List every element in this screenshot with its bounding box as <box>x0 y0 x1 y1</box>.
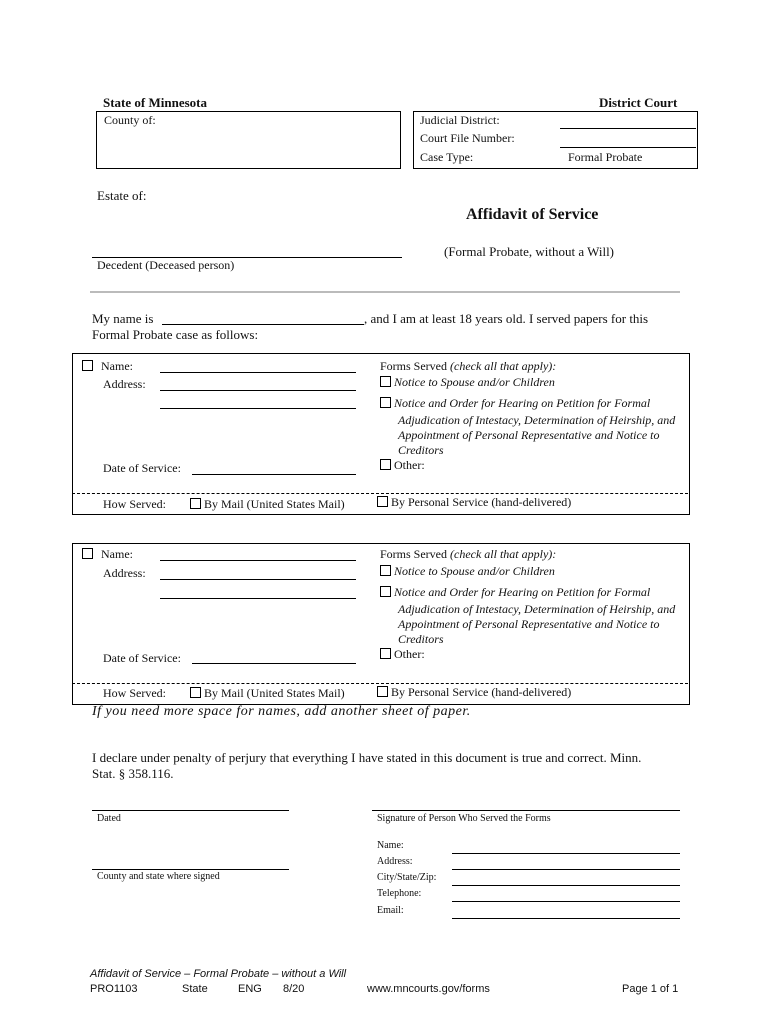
declaration-line2: Stat. § 358.116. <box>92 766 174 781</box>
service-1-address-field-1[interactable] <box>160 390 356 391</box>
service-2-option-notice-spouse[interactable] <box>380 564 555 579</box>
judicial-district-label: Judicial District: <box>420 113 500 127</box>
service-1-forms-hint: (check all that apply): <box>450 359 557 373</box>
service-1-by-personal-label: By Personal Service (hand-delivered) <box>391 495 572 509</box>
county-state-field[interactable] <box>92 869 289 870</box>
service-1-name-row <box>82 359 133 374</box>
estate-label: Estate of: <box>97 188 147 203</box>
service-2-forms-heading <box>380 547 556 562</box>
state-heading: State of Minnesota <box>103 95 207 110</box>
service-1-notice-spouse-label: Notice to Spouse and/or Children <box>394 375 555 389</box>
service-1-option-hearing[interactable] <box>380 396 650 411</box>
service-2-date-field[interactable] <box>192 663 356 664</box>
service-2-how-served-label: How Served: <box>103 686 166 700</box>
service-2-by-personal-option[interactable] <box>377 685 571 700</box>
service-2-separator <box>72 683 688 684</box>
service-2-select-checkbox[interactable] <box>82 548 93 559</box>
service-1-separator <box>72 493 688 494</box>
signer-telephone-label: Telephone: <box>377 888 422 899</box>
signer-name-label: Name: <box>377 840 404 851</box>
signer-email-field[interactable] <box>452 918 680 919</box>
service-1-option-other[interactable] <box>380 458 425 473</box>
service-2-hearing-label-l3: Appointment of Personal Representative and Notice to <box>398 617 660 631</box>
service-1-hearing-label-l2: Adjudication of Intestacy, Determination of Heirship, and <box>398 413 676 427</box>
service-2-by-mail-option[interactable] <box>190 686 345 701</box>
footer-lang: ENG <box>238 983 262 995</box>
service-1-notice-spouse-checkbox[interactable] <box>380 376 391 387</box>
service-2-address-label: Address: <box>103 566 146 580</box>
service-1-forms-label: Forms Served <box>380 359 447 373</box>
service-1-option-notice-spouse[interactable] <box>380 375 555 390</box>
declaration-line1: I declare under penalty of perjury that everything I have stated in this document is true and correct. Minn. <box>92 750 642 765</box>
service-2-hearing-label-l2: Adjudication of Intestacy, Determination of Heirship, and <box>398 602 676 616</box>
service-2-other-checkbox[interactable] <box>380 648 391 659</box>
service-1-name-field[interactable] <box>160 372 356 373</box>
service-1-date-label: Date of Service: <box>103 461 181 475</box>
service-1-forms-heading <box>380 359 556 374</box>
service-1-hearing-label-l1: Notice and Order for Hearing on Petition for Formal <box>394 396 651 410</box>
service-1-by-personal-option[interactable] <box>377 495 571 510</box>
dated-field[interactable] <box>92 810 289 811</box>
signature-field[interactable] <box>372 810 680 811</box>
service-2-notice-spouse-label: Notice to Spouse and/or Children <box>394 564 555 578</box>
signer-address-label: Address: <box>377 856 413 867</box>
signature-label: Signature of Person Who Served the Forms <box>377 813 551 824</box>
service-1-other-label: Other: <box>394 458 425 472</box>
service-1-hearing-label-l4: Creditors <box>398 443 444 457</box>
signer-city-label: City/State/Zip: <box>377 872 437 883</box>
service-2-by-mail-checkbox[interactable] <box>190 687 201 698</box>
service-1-date-field[interactable] <box>192 474 356 475</box>
signer-telephone-field[interactable] <box>452 901 680 902</box>
county-label: County of: <box>104 113 156 127</box>
service-2-hearing-label-l4: Creditors <box>398 632 444 646</box>
dated-label: Dated <box>97 813 121 824</box>
service-2-address-field-2[interactable] <box>160 598 356 599</box>
page-subtitle: (Formal Probate, without a Will) <box>444 244 615 259</box>
service-1-name-label: Name: <box>101 359 133 373</box>
divider <box>90 291 680 293</box>
service-2-hearing-checkbox[interactable] <box>380 586 391 597</box>
service-2-address-field-1[interactable] <box>160 579 356 580</box>
my-name-field[interactable] <box>162 324 364 325</box>
service-1-by-mail-checkbox[interactable] <box>190 498 201 509</box>
court-file-field[interactable] <box>560 147 696 148</box>
service-1-by-mail-option[interactable] <box>190 497 345 512</box>
footer-website[interactable]: www.mncourts.gov/forms <box>367 983 490 995</box>
intro-suffix: , and I am at least 18 years old. I served papers for this <box>364 311 649 326</box>
service-1-address-label: Address: <box>103 377 146 391</box>
footer-form-code: PRO1103 <box>90 983 138 995</box>
service-2-other-label: Other: <box>394 647 425 661</box>
intro-prefix: My name is <box>92 311 154 326</box>
footer-state: State <box>182 983 208 995</box>
service-2-hearing-label-l1: Notice and Order for Hearing on Petition for Formal <box>394 585 651 599</box>
service-1-hearing-checkbox[interactable] <box>380 397 391 408</box>
service-1-select-checkbox[interactable] <box>82 360 93 371</box>
service-1-address-field-2[interactable] <box>160 408 356 409</box>
service-2-date-label: Date of Service: <box>103 651 181 665</box>
service-2-forms-label: Forms Served <box>380 547 447 561</box>
service-1-by-mail-label: By Mail (United States Mail) <box>204 497 345 511</box>
case-type-label: Case Type: <box>420 150 474 164</box>
more-space-note: If you need more space for names, add another sheet of paper. <box>92 704 471 719</box>
service-2-notice-spouse-checkbox[interactable] <box>380 565 391 576</box>
judicial-district-field[interactable] <box>560 128 696 129</box>
service-2-name-field[interactable] <box>160 560 356 561</box>
case-type-value: Formal Probate <box>568 150 643 164</box>
footer-date: 8/20 <box>283 983 305 995</box>
service-1-how-served-label: How Served: <box>103 497 166 511</box>
decedent-label: Decedent (Deceased person) <box>97 258 235 272</box>
signer-email-label: Email: <box>377 905 404 916</box>
service-2-option-hearing[interactable] <box>380 585 650 600</box>
court-file-label: Court File Number: <box>420 131 515 145</box>
page-title: Affidavit of Service <box>466 206 599 223</box>
signer-address-field[interactable] <box>452 869 680 870</box>
service-2-name-label: Name: <box>101 547 133 561</box>
service-1-hearing-label-l3: Appointment of Personal Representative and Notice to <box>398 428 660 442</box>
court-heading: District Court <box>599 95 678 110</box>
service-2-by-personal-label: By Personal Service (hand-delivered) <box>391 685 572 699</box>
service-2-option-other[interactable] <box>380 647 425 662</box>
county-state-label: County and state where signed <box>97 871 220 882</box>
service-2-forms-hint: (check all that apply): <box>450 547 557 561</box>
service-1-by-personal-checkbox[interactable] <box>377 496 388 507</box>
signer-name-field[interactable] <box>452 853 680 854</box>
footer-form-title: Affidavit of Service – Formal Probate – without a Will <box>90 968 347 980</box>
intro-line2: Formal Probate case as follows: <box>92 327 259 342</box>
service-1-other-checkbox[interactable] <box>380 459 391 470</box>
signer-city-field[interactable] <box>452 885 680 886</box>
service-2-by-mail-label: By Mail (United States Mail) <box>204 686 345 700</box>
service-2-by-personal-checkbox[interactable] <box>377 686 388 697</box>
footer-page-number: Page 1 of 1 <box>622 983 679 995</box>
service-2-name-row <box>82 547 133 562</box>
